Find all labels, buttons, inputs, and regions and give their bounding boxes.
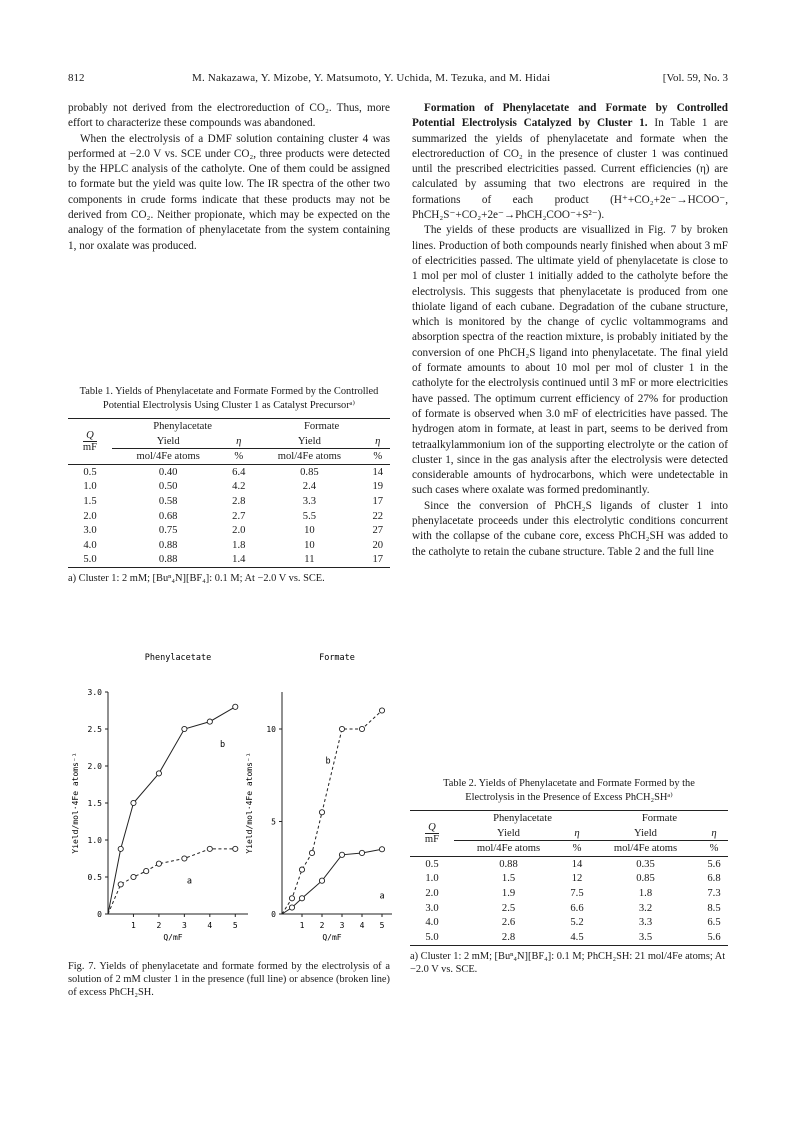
running-header <box>68 72 728 88</box>
x-tick-label: 4 <box>359 921 365 930</box>
series-line-a <box>108 707 235 914</box>
table-row <box>410 930 728 945</box>
data-point-b <box>309 850 314 855</box>
y-tick-label: 10 <box>266 725 276 734</box>
table-cell: 1.9 <box>501 887 516 899</box>
formate-header: Formate <box>303 420 340 432</box>
table-cell: 0.50 <box>158 481 178 493</box>
table-cell: 5.0 <box>425 931 439 943</box>
x-tick-label: 3 <box>181 921 187 930</box>
y-tick-label: 3.0 <box>87 688 102 697</box>
table-1-caption: Table 1. Yields of Phenylacetate and Formate Formed by the Controlled Potential Electrolysis Using Cluster 1 as Catalyst Precursorᵃ⁾ <box>79 386 379 411</box>
table-cell: 12 <box>571 873 583 885</box>
table-cell: 10 <box>304 525 315 537</box>
x-axis-label: Q/mF <box>163 933 183 942</box>
table-2-footnote: a) Cluster 1: 2 mM; [Buⁿ₄N][BF₄]: 0.1 M; PhCH₂SH: 21 mol/4Fe atoms; At −2.0 V vs. SCE. <box>410 950 726 976</box>
table-cell: 22 <box>372 510 384 522</box>
table-cell: 3.0 <box>83 525 97 537</box>
phenylacetate-header: Phenylacetate <box>493 812 552 824</box>
table-cell: 0.5 <box>83 466 97 478</box>
y-axis-label: Yield/mol·4Fe atoms⁻¹ <box>245 752 254 854</box>
table-cell: 6.8 <box>707 873 721 885</box>
table-cell: 4.5 <box>570 931 584 943</box>
x-axis-label: Q/mF <box>322 933 342 942</box>
table-cell: 7.3 <box>707 887 721 899</box>
table-cell: 1.8 <box>638 887 653 899</box>
data-point-a <box>182 726 187 731</box>
table-1-grid <box>68 418 390 568</box>
data-point-a <box>319 878 324 883</box>
table-cell: 2.0 <box>83 510 97 522</box>
table-cell: 2.4 <box>302 481 317 493</box>
pct-header: % <box>224 449 253 465</box>
table-cell: 14 <box>372 466 384 478</box>
page-number: 812 <box>68 72 85 84</box>
figure-7-plot <box>68 646 398 942</box>
table-1-footnote: a) Cluster 1: 2 mM; [Buⁿ₄N][BF₄]: 0.1 M; At −2.0 V vs. SCE. <box>68 573 325 585</box>
phenylacetate-header: Phenylacetate <box>153 420 213 432</box>
table-cell: 5.0 <box>83 554 97 566</box>
table-cell: 6.6 <box>570 902 584 914</box>
table-row <box>410 915 728 930</box>
data-point-b <box>289 896 294 901</box>
table-cell: 4.0 <box>425 917 439 929</box>
data-point-b <box>299 867 304 872</box>
curve-label-a: a <box>379 891 385 902</box>
data-point-a <box>289 905 294 910</box>
eta-header: η <box>236 435 242 447</box>
data-point-b <box>156 861 161 866</box>
y-tick-label: 1.0 <box>87 836 102 845</box>
y-tick-label: 5 <box>271 817 276 827</box>
table-cell: 20 <box>372 539 384 551</box>
y-tick-label: 0 <box>271 910 276 919</box>
data-point-b <box>233 846 238 851</box>
x-tick-label: 5 <box>379 921 385 930</box>
paragraph: In Table 1 are summarized the yields of phenylacetate and formate when the electroreduction of CO₂ in the presence of cluster 1 was continued until the prescribed electricities passed. Current efficiencies (η) are calculated by assuming that two electrons are required in the formations of each product (H⁺+CO₂+2e⁻→HCOO⁻, PhCH₂S⁻+CO₂+2e⁻→PhCH₂COO⁻+S²⁻). <box>412 117 729 222</box>
section-heading-paragraph <box>412 101 728 223</box>
unit-header: mol/4Fe atoms <box>253 449 365 465</box>
y-tick-label: 0.5 <box>87 873 102 882</box>
x-tick-label: 1 <box>299 921 305 930</box>
data-point-b <box>339 726 344 731</box>
y-tick-label: 2.0 <box>87 762 102 771</box>
data-point-a <box>379 847 384 852</box>
series-line-a <box>282 849 385 914</box>
table-row <box>68 464 390 479</box>
y-axis-label: Yield/mol·4Fe atoms⁻¹ <box>71 752 80 854</box>
table-cell: 0.5 <box>425 858 439 870</box>
data-point-b <box>118 882 123 887</box>
table-cell: 2.0 <box>232 525 246 537</box>
table-cell: 1.5 <box>501 873 516 885</box>
table-cell: 3.0 <box>425 902 439 914</box>
table-2-caption: Table 2. Yields of Phenylacetate and Formate Formed by the Electrolysis in the Presence of Excess PhCH₂SHᵃ⁾ <box>443 778 695 803</box>
table-cell: 1.5 <box>83 495 97 507</box>
table-cell: 0.85 <box>300 466 319 478</box>
y-tick-label: 0 <box>97 910 102 919</box>
volume-info: [Vol. 59, No. 3 <box>662 72 728 84</box>
table-cell: 2.0 <box>425 887 439 899</box>
table-row <box>68 509 390 524</box>
section-heading: Formation of Phenylacetate and Formate by Controlled Potential Electrolysis Catalyzed by Cluster 1. <box>412 102 728 130</box>
paragraph: The yields of these products are visuallized in Fig. 7 by broken lines. Production of both compounds nearly finished when about 3 mF of electricities passed. The ultimate yield of phenylacetate is close to 1 mol per mol of cluster 1 initially added to the catholyte before the electrolysis. This suggests that phenylacetate is produced from one thiolate ligand of each cubane. Degradation of the cubane structure, which is monitored by the change of cyclic voltammograms and absorption spectra of the reaction mixture, is probably initiated by the conversion of one PhCH₂S ligand into phenylacetate. The final yield of formate amounts to about 10 mol per mol of cluster 1 in the catholyte for the electrolysis continued until 3 mF or more electricities have passed. The optimum current efficiency of 27% for production of formate is observed when 3.0 mF of electricities have passed. The hydrogen atom in formate, at least in part, seems to be derived from tetraalkylammonium ion of the supporting electrolyte or the cation of cluster 1, since in the gas analysis after the electrolysis were detected considerable amounts of hydrocarbons, which were undetectable in such cases where oxalate was formed predominantly. <box>412 224 728 497</box>
table-cell: 3.2 <box>638 902 653 914</box>
yield-header: Yield <box>297 435 321 447</box>
table-cell: 10 <box>304 539 315 551</box>
table-cell: 1.0 <box>83 481 97 493</box>
unit-header: mol/4Fe atoms <box>454 841 563 857</box>
paragraph: probably not derived from the electroreduction of CO₂. Thus, more effort to characterize these compounds was abandoned. <box>68 102 390 130</box>
table-cell: 1.0 <box>425 873 439 885</box>
table-cell: 1.8 <box>232 539 246 551</box>
table-row <box>68 553 390 568</box>
table-cell: 6.5 <box>707 917 721 929</box>
table-row <box>68 523 390 538</box>
table-cell: 5.6 <box>707 858 721 870</box>
table-2-grid <box>410 810 728 945</box>
table-cell: 0.88 <box>158 554 178 566</box>
pct-header: % <box>366 449 390 465</box>
pct-header: % <box>700 841 728 857</box>
data-point-b <box>182 856 187 861</box>
x-tick-label: 2 <box>319 921 325 930</box>
table-cell: 27 <box>372 525 384 537</box>
mf-header: mF <box>82 442 98 454</box>
x-tick-label: 4 <box>207 921 213 930</box>
y-tick-label: 2.5 <box>87 725 102 734</box>
unit-header: mol/4Fe atoms <box>112 449 224 465</box>
right-column-text <box>412 101 728 560</box>
table-cell: 17 <box>372 495 384 507</box>
q-header: Q <box>83 430 97 442</box>
yield-header: Yield <box>156 435 180 447</box>
left-column-text <box>68 101 390 254</box>
data-point-b <box>359 726 364 731</box>
table-cell: 5.2 <box>570 917 584 929</box>
yield-header: Yield <box>634 827 657 839</box>
table-row <box>410 856 728 871</box>
running-authors: M. Nakazawa, Y. Mizobe, Y. Matsumoto, Y. Uchida, M. Tezuka, and M. Hidai <box>192 72 551 84</box>
eta-header: η <box>574 827 580 839</box>
mf-header: mF <box>424 834 440 846</box>
table-row <box>68 480 390 495</box>
data-point-b <box>144 868 149 873</box>
table-row <box>68 538 390 553</box>
table-cell: 7.5 <box>570 887 584 899</box>
table-cell: 17 <box>372 554 384 566</box>
panel-title: Phenylacetate <box>144 653 212 663</box>
q-header: Q <box>425 822 439 834</box>
x-tick-label: 2 <box>156 921 162 930</box>
table-cell: 6.4 <box>232 466 246 478</box>
table-cell: 2.8 <box>232 495 246 507</box>
data-point-a <box>339 852 344 857</box>
x-tick-label: 3 <box>339 921 345 930</box>
x-tick-label: 1 <box>131 921 136 930</box>
data-point-b <box>207 846 212 851</box>
data-point-a <box>118 846 123 851</box>
table-cell: 0.75 <box>158 525 178 537</box>
table-cell: 0.58 <box>158 495 178 507</box>
table-cell: 3.3 <box>302 495 317 507</box>
table-cell: 0.68 <box>158 510 178 522</box>
data-point-a <box>131 800 136 805</box>
table-cell: 8.5 <box>707 902 721 914</box>
table-cell: 4.2 <box>232 481 246 493</box>
data-point-a <box>233 704 238 709</box>
table-cell: 4.0 <box>83 539 97 551</box>
table-2 <box>410 777 728 977</box>
table-cell: 0.88 <box>158 539 178 551</box>
table-cell: 19 <box>372 481 384 493</box>
table-row <box>410 901 728 916</box>
paragraph: When the electrolysis of a DMF solution containing cluster 4 was performed at −2.0 V vs. SCE under CO₂, three products were detected by the HPLC analysis of the catholyte. One of them could be assigned to formate but the yield was quite low. The IR spectra of the other two components in crude forms indicate that these products may not be derived from CO₂. Neither propionate, which may be expected on the analogy of the formation of phenylacetate from the system containing 1, nor oxalate was produced. <box>68 132 390 252</box>
paragraph: Since the conversion of PhCH₂S ligands of cluster 1 into phenylacetate proceeds under this electrolytic conditions concurrent with the collapse of the cubane core, excess PhCH₂SH was added to the catholyte to retain the cubane structure. Table 2 and the full line <box>412 499 728 558</box>
data-point-b <box>131 874 136 879</box>
data-point-a <box>207 719 212 724</box>
table-cell: 1.4 <box>232 554 246 566</box>
table-cell: 2.8 <box>501 931 516 943</box>
yield-header: Yield <box>497 827 520 839</box>
curve-label-b: b <box>325 756 331 767</box>
x-tick-label: 5 <box>232 921 238 930</box>
eta-header: η <box>375 435 381 447</box>
formate-header: Formate <box>641 812 678 824</box>
series-line-b <box>108 849 235 914</box>
table-cell: 5.5 <box>302 510 317 522</box>
series-line-b <box>282 711 385 915</box>
table-cell: 2.6 <box>501 917 516 929</box>
curve-label-b: b <box>219 739 226 750</box>
table-row <box>410 886 728 901</box>
data-point-a <box>299 896 304 901</box>
figure-7 <box>68 646 398 942</box>
table-cell: 0.85 <box>636 873 655 885</box>
data-point-a <box>359 850 364 855</box>
data-point-b <box>379 708 384 713</box>
pct-header: % <box>563 841 591 857</box>
table-cell: 5.6 <box>707 931 721 943</box>
table-cell: 3.3 <box>638 917 653 929</box>
table-1 <box>68 385 390 586</box>
panel-title: Formate <box>319 653 355 663</box>
eta-header: η <box>711 827 717 839</box>
table-cell: 0.88 <box>499 858 518 870</box>
data-point-b <box>319 810 324 815</box>
table-row <box>410 872 728 887</box>
table-cell: 2.7 <box>232 510 246 522</box>
table-cell: 3.5 <box>638 931 653 943</box>
curve-label-a: a <box>186 876 193 887</box>
y-tick-label: 1.5 <box>87 799 102 808</box>
figure-7-caption: Fig. 7. Yields of phenylacetate and formate formed by the electrolysis of a solution of 2 mM cluster 1 in the presence (full line) or absence (broken line) of excess PhCH₂SH. <box>68 961 390 999</box>
unit-header: mol/4Fe atoms <box>591 841 700 857</box>
data-point-a <box>156 771 161 776</box>
table-cell: 0.35 <box>636 858 655 870</box>
table-cell: 11 <box>304 554 315 566</box>
table-cell: 0.40 <box>158 466 178 478</box>
table-cell: 2.5 <box>501 902 516 914</box>
table-row <box>68 494 390 509</box>
table-cell: 14 <box>571 858 583 870</box>
